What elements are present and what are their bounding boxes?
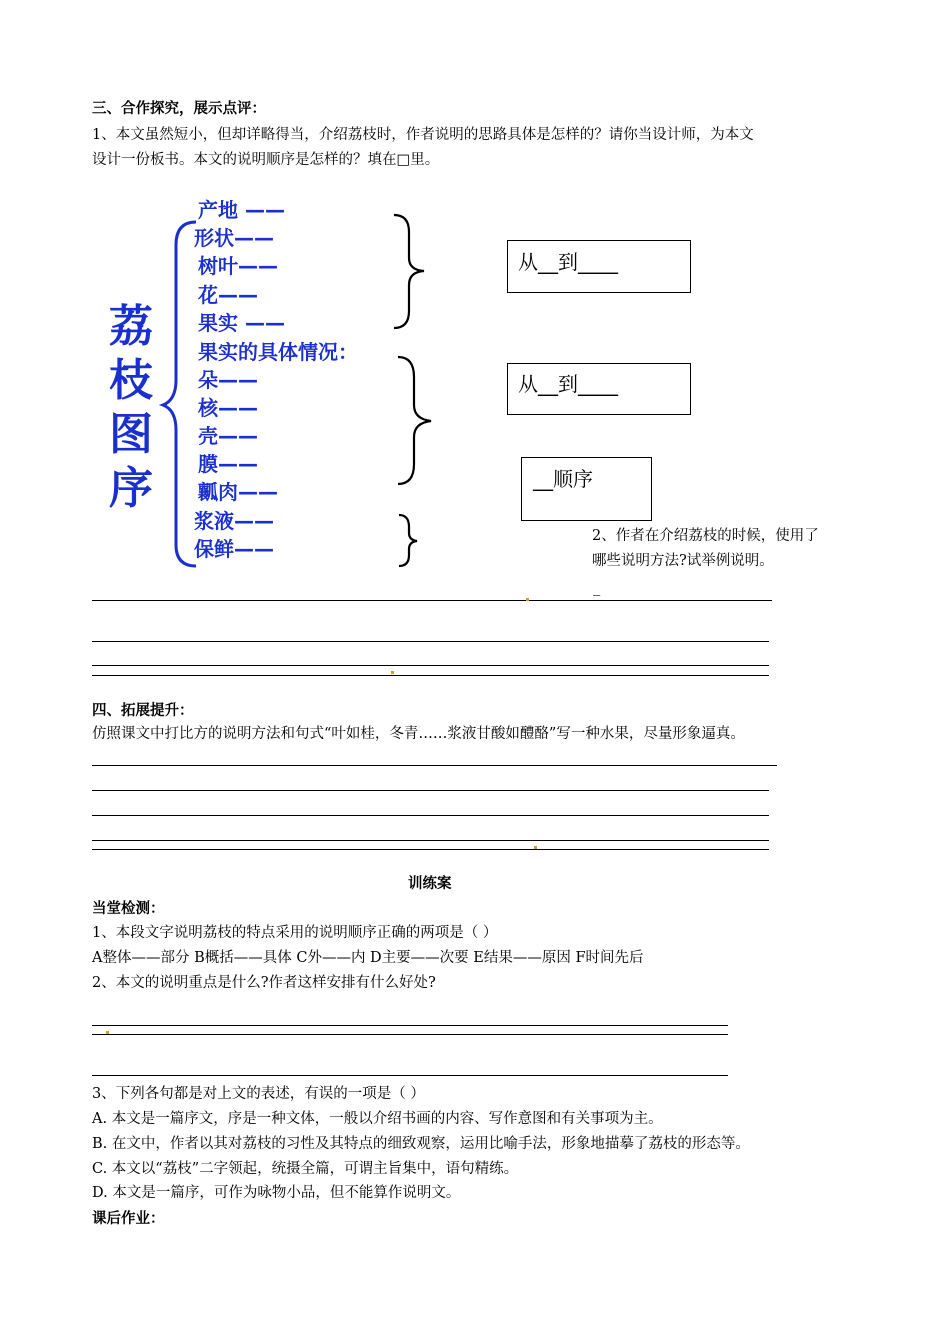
diagram-item: 果实的具体情况： [198,340,358,364]
diagram-item: 壳—— [198,424,258,448]
left-bracket [163,222,196,566]
diagram-item: 树叶—— [198,254,278,278]
diagram-item: 保鲜—— [194,537,274,561]
diagram-item: 核—— [198,396,258,420]
training-q2: 2、本文的说明重点是什么?作者这样安排有什么好处? [92,975,436,991]
diagram-item: 产地 —— [198,198,285,222]
section4-heading: 四、拓展提升： [92,703,194,719]
training-q3: 3、下列各句都是对上文的表述，有误的一项是（ ） [92,1086,425,1102]
mark-dot [106,1031,109,1034]
diagram-title: 荔枝图序 [109,301,153,514]
answer-line[interactable] [92,815,769,816]
training-optC: C. 本文以“荔枝”二字领起，统摄全篇，可谓主旨集中，语句精练。 [92,1161,519,1177]
answer-line[interactable] [92,665,769,676]
diagram-item: 膜—— [198,452,258,476]
q2-line2: 哪些说明方法?试举例说明。 [592,553,774,569]
training-q1-options: A整体——部分 B概括——具体 C外——内 D主要——次要 E结果——原因 F时间先后 [92,950,644,966]
answer-line[interactable] [92,840,769,850]
right-brace-2 [398,357,431,484]
mark-dot [526,598,529,601]
answer-line[interactable] [92,1025,728,1035]
diagram-item: 浆液—— [194,509,274,533]
diagram-item: 瓤肉—— [198,480,278,504]
right-brace-1 [394,215,424,328]
q1-line2: 设计一份板书。本文的说明顺序是怎样的？填在□里。 [92,152,440,168]
diagram-item: 花—— [198,283,258,307]
diagram-item: 果实 —— [198,311,285,335]
training-sub1: 当堂检测： [92,901,165,917]
q1-line1: 1、本文虽然短小，但却详略得当，介绍荔枝时，作者说明的思路具体是怎样的？请你当设计师，为本文 [92,127,754,143]
training-optA: A. 本文是一篇序文，序是一种文体，一般以介绍书画的内容、写作意图和有关事项为主。 [92,1111,663,1127]
section4-text: 仿照课文中打比方的说明方法和句式“叶如桂，冬青……浆液甘酸如醴酪”写一种水果，尽量形象逼真。 [92,726,745,742]
mark-dot [534,846,537,849]
answer-box-2-text: 从__到____ [518,372,618,396]
training-optD: D. 本文是一篇序，可作为咏物小品，但不能算作说明文。 [92,1185,461,1201]
answer-line[interactable] [92,1075,728,1076]
answer-box-1-text: 从__到____ [518,250,618,274]
training-sub2: 课后作业： [92,1211,165,1227]
diagram-item: 朵—— [198,368,258,392]
right-brace-3 [399,515,417,566]
training-title: 训练案 [408,876,452,892]
diagram-item: 形状—— [194,226,274,250]
training-q1: 1、本段文字说明荔枝的特点采用的说明顺序正确的两项是（ ） [92,925,498,941]
q2-line1: 2、作者在介绍荔枝的时候，使用了 [592,528,819,544]
answer-line[interactable] [92,790,769,791]
mark-dot [391,671,394,674]
section3-heading: 三、合作探究，展示点评： [92,101,266,117]
answer-line[interactable] [92,765,777,766]
answer-line[interactable] [92,641,769,642]
training-optB: B. 在文中，作者以其对荔枝的习性及其特点的细致观察，运用比喻手法，形象地描摹了荔枝的形态等。 [92,1136,750,1152]
answer-box-3-text: __顺序 [533,467,593,491]
q2-tail: _ [593,580,601,596]
answer-line[interactable] [92,600,772,601]
